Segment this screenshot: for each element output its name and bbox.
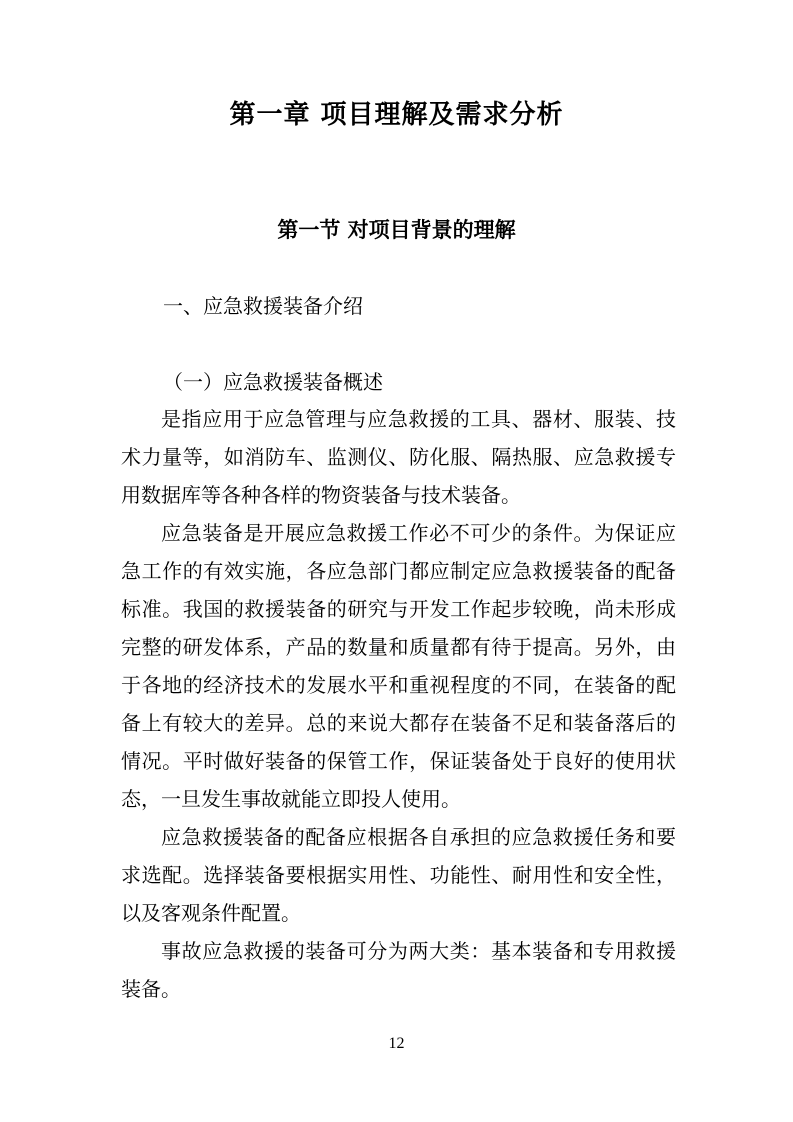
sub-subsection-heading: （一）应急救援装备概述 <box>163 370 383 394</box>
paragraph-selection: 应急救援装备的配备应根据各自承担的应急救援任务和要求选配。选择装备要根据实用性、功能性、耐用性和安全性，以及客观条件配置。 <box>121 825 676 925</box>
body-text <box>121 400 676 1008</box>
paragraph-importance: 应急装备是开展应急救援工作必不可少的条件。为保证应急工作的有效实施，各应急部门都应制定应急救援装备的配备标准。我国的救援装备的研究与开发工作起步较晚，尚未形成完整的研发体系，产品的数量和质量都有待于提高。另外，由于各地的经济技术的发展水平和重视程度的不同，在装备的配备上有较大的差异。总的来说大都存在装备不足和装备落后的情况。平时做好装备的保管工作，保证装备处于良好的使用状态，一旦发生事故就能立即投人使用。 <box>121 521 676 811</box>
paragraph-definition: 是指应用于应急管理与应急救援的工具、器材、服装、技术力量等，如消防车、监测仪、防化服、隔热服、应急救援专用数据库等各种各样的物资装备与技术装备。 <box>121 407 676 507</box>
subsection-heading: 一、应急救援装备介绍 <box>163 294 363 318</box>
paragraph-categories: 事故应急救援的装备可分为两大类：基本装备和专用救援装备。 <box>121 939 676 1001</box>
section-title: 第一节 对项目背景的理解 <box>277 217 516 242</box>
chapter-title: 第一章 项目理解及需求分析 <box>229 100 564 130</box>
page-number: 12 <box>388 1035 405 1052</box>
